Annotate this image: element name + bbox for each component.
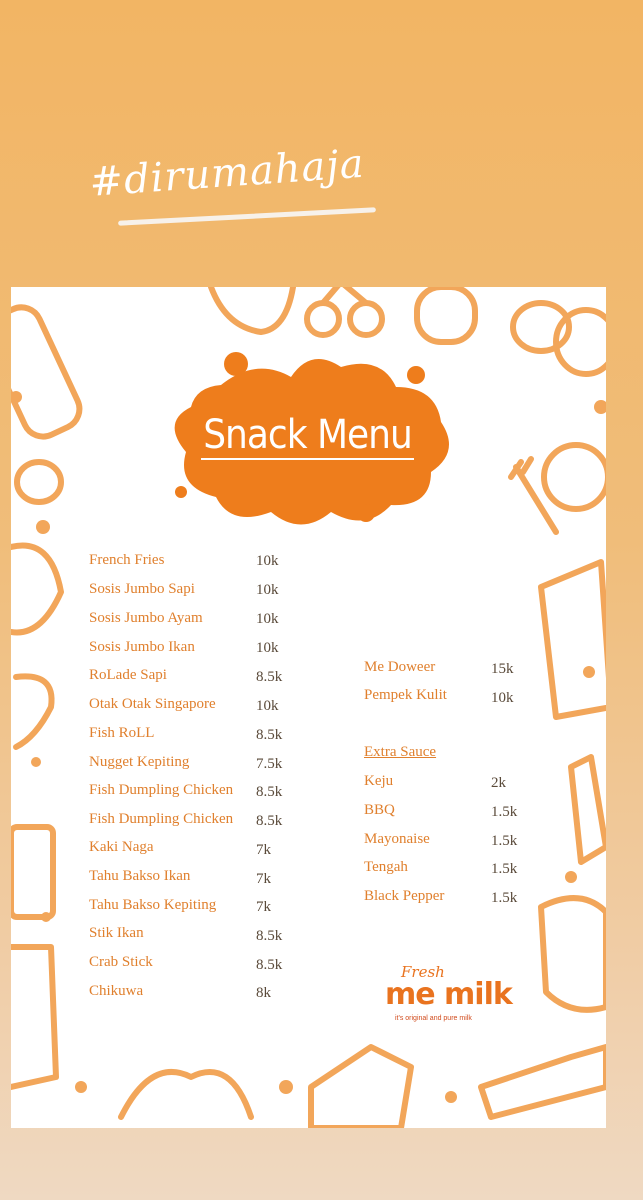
yogurt-icon [541, 898, 606, 1010]
hashtag-text: #dirumahaja [88, 140, 366, 206]
sauce-item-price: 1.5k [491, 833, 518, 849]
small-bottle-icon [571, 757, 606, 862]
jar-icon [417, 287, 475, 342]
croissant-icon [121, 1072, 251, 1117]
logo-tagline: it's original and pure milk [395, 1015, 472, 1022]
menu-item-price: 10k [256, 698, 279, 714]
menu-item: Sosis Jumbo Ayam [89, 610, 203, 626]
menu-item-price: 10k [256, 582, 279, 598]
menu-item-price: 8.5k [256, 928, 283, 944]
milk-carton-icon [541, 562, 606, 717]
menu-item: Fish Dumpling Chicken [89, 811, 234, 827]
cup-icon [11, 827, 53, 917]
menu-item: Stik Ikan [89, 925, 144, 941]
logo-main-text: me milk [385, 977, 512, 1012]
menu-item-price: 10k [256, 611, 279, 627]
sauce-item-price: 1.5k [491, 861, 518, 877]
menu-item: Crab Stick [89, 954, 153, 970]
sauce-item: Tengah [364, 859, 408, 875]
menu-item-price: 8.5k [256, 813, 283, 829]
menu-item-price: 8.5k [256, 957, 283, 973]
cherry-icon [307, 303, 339, 335]
menu-item-price: 10k [491, 690, 514, 706]
menu-item: Fish RoLL [89, 725, 155, 741]
extra-sauce-heading: Extra Sauce [364, 744, 437, 760]
fresh-me-milk-logo [381, 963, 541, 1027]
menu-item-price: 7k [256, 899, 271, 915]
menu-item-price: 8.5k [256, 727, 283, 743]
hashtag-underline [118, 207, 376, 225]
milk-bottle-icon [481, 1047, 606, 1117]
menu-item: Tahu Bakso Kepiting [89, 897, 217, 913]
menu-item: Chikuwa [89, 983, 144, 999]
menu-item-price: 15k [491, 661, 514, 677]
sauce-item: Keju [364, 773, 394, 789]
menu-title [11, 412, 605, 458]
melon-icon [211, 287, 293, 332]
menu-item: RoLade Sapi [89, 667, 167, 683]
bowl-icon [11, 545, 61, 632]
menu-item: Pempek Kulit [364, 687, 447, 703]
menu-card [11, 287, 606, 1128]
menu-item-price: 8.5k [256, 669, 283, 685]
menu-item: Tahu Bakso Ikan [89, 868, 191, 884]
sauce-item-price: 1.5k [491, 804, 518, 820]
sauce-item: BBQ [364, 802, 395, 818]
menu-item-price: 7.5k [256, 756, 283, 772]
big-bottle-icon [11, 947, 56, 1087]
menu-item: Me Doweer [364, 659, 436, 675]
menu-item: Otak Otak Singapore [89, 696, 216, 712]
menu-item: Sosis Jumbo Sapi [89, 581, 195, 597]
menu-item-price: 8k [256, 985, 271, 1001]
menu-item: Sosis Jumbo Ikan [89, 639, 195, 655]
menu-item: French Fries [89, 552, 165, 568]
sauce-item: Black Pepper [364, 888, 445, 904]
sauce-item: Mayonaise [364, 831, 430, 847]
sauce-item-price: 2k [491, 775, 506, 791]
menu-item-price: 7k [256, 842, 271, 858]
cheese-icon [311, 1047, 411, 1128]
menu-item: Kaki Naga [89, 839, 154, 855]
menu-item-price: 10k [256, 640, 279, 656]
sauce-item-price: 1.5k [491, 890, 518, 906]
menu-item: Fish Dumpling Chicken [89, 782, 234, 798]
menu-title-text: Snack Menu [203, 412, 412, 458]
ice-cream-icon [16, 676, 52, 747]
logo-fresh-text: Fresh [401, 963, 445, 981]
menu-item-price: 7k [256, 871, 271, 887]
menu-item: Nugget Kepiting [89, 754, 190, 770]
menu-item-price: 10k [256, 553, 279, 569]
menu-item-price: 8.5k [256, 784, 283, 800]
